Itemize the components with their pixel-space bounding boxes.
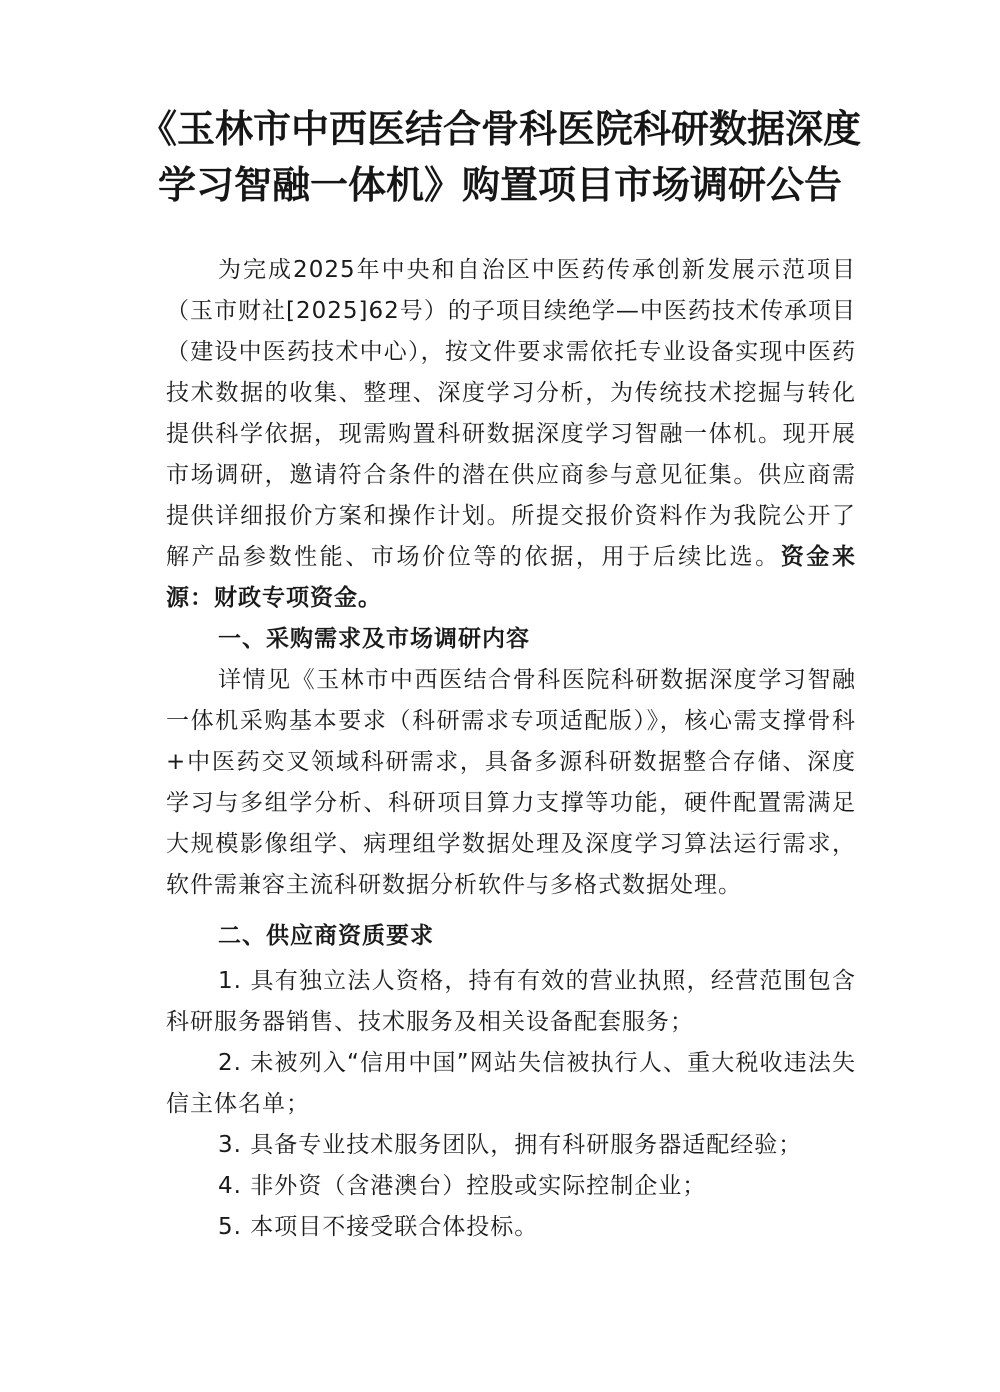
intro-text: 为完成2025年中央和自治区中医药传承创新发展示范项目（玉市财社[2025]62号）的子项目续绝学—中医药技术传承项目（建设中医药技术中心），按文件要求需依托专业设备实现中医药技术数据的收集、整理、深度学习分析，为传统技术挖掘与转化提供科学依据，现需购置科研数据深度学习智融一体机。现开展市场调研，邀请符合条件的潜在供应商参与意见征集。供应商需提供详细报价方案和操作计划。所提交报价资料作为我院公开了解产品参数性能、市场价位等的依据，用于后续比选。 [166, 257, 856, 570]
requirement-item-3: 3. 具备专业技术服务团队，拥有科研服务器适配经验； [218, 1132, 803, 1158]
requirement-item-1: 1. 具有独立法人资格，持有有效的营业执照，经营范围包含科研服务器销售、技术服务及相关设备配套服务； [166, 968, 856, 1035]
section-2-heading: 二、供应商资质要求 [218, 923, 434, 949]
section-1-paragraph: 详情见《玉林市中西医结合骨科医院科研数据深度学习智融一体机采购基本要求（科研需求专项适配版）》，核心需支撑骨科+中医药交叉领域科研需求，具备多源科研数据整合存储、深度学习与多组学分析、科研项目算力支撑等功能，硬件配置需满足大规模影像组学、病理组学数据处理及深度学习算法运行需求，软件需兼容主流科研数据分析软件与多格式数据处理。 [166, 667, 856, 898]
document-title-line-1: 《玉林市中西医结合骨科医院科研数据深度 [138, 107, 861, 151]
section-1-heading: 一、采购需求及市场调研内容 [218, 626, 530, 652]
requirement-item-2: 2. 未被列入“信用中国”网站失信被执行人、重大税收违法失信主体名单； [166, 1050, 856, 1117]
requirement-item-4: 4. 非外资（含港澳台）控股或实际控制企业； [218, 1173, 707, 1199]
funding-source: 资金来源：财政专项资金。 [166, 544, 857, 611]
document-title-line-2: 学习智融一体机》购置项目市场调研公告 [157, 163, 842, 207]
intro-paragraph [166, 250, 856, 619]
requirement-item-5: 5. 本项目不接受联合体投标。 [218, 1214, 539, 1240]
document-body [166, 250, 856, 1248]
section-spacer [166, 906, 856, 916]
